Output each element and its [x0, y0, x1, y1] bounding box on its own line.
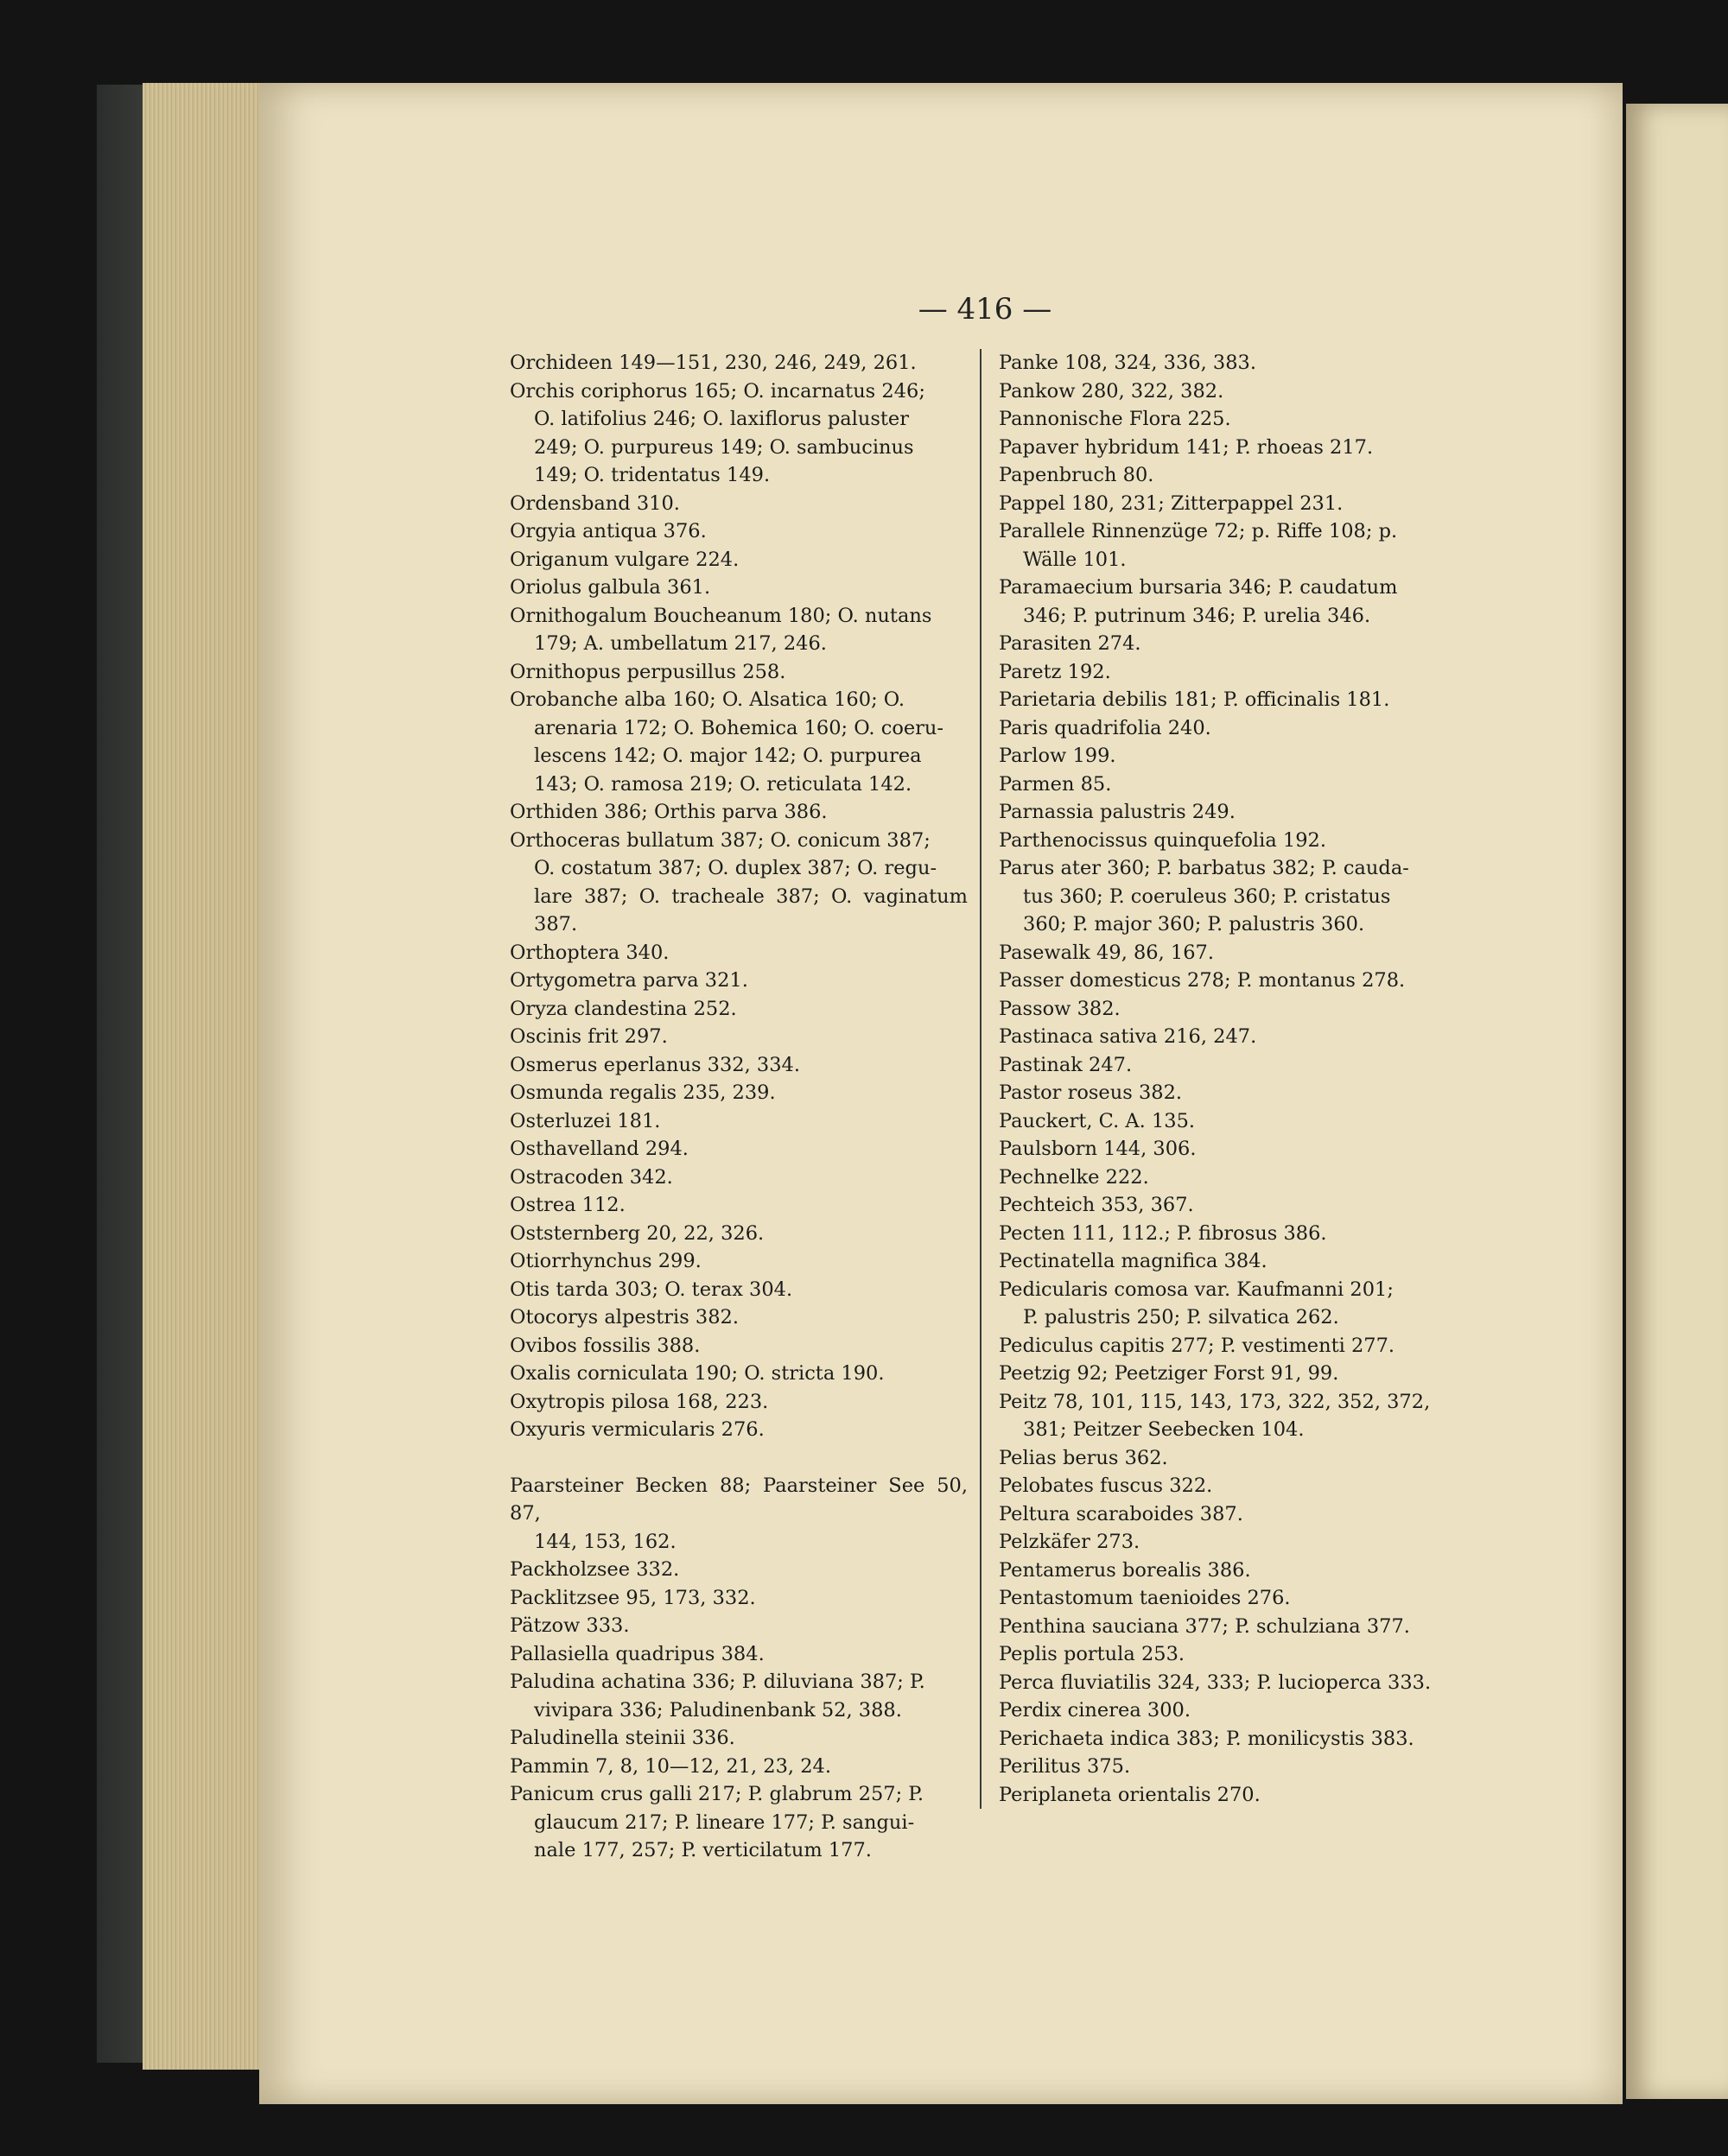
- index-entry: Periplaneta orientalis 270.: [999, 1783, 1261, 1806]
- index-entry: Pectinatella magnifica 384.: [999, 1250, 1267, 1272]
- index-entry: Parnassia palustris 249.: [999, 801, 1236, 823]
- index-entry: Papenbruch 80.: [999, 464, 1154, 486]
- index-column-left: [510, 349, 968, 1865]
- index-entry-continuation: vivipara 336; Paludinenbank 52, 388.: [534, 1698, 902, 1722]
- index-entry: Oxytropis pilosa 168, 223.: [510, 1390, 769, 1413]
- index-entry-continuation: 179; A. umbellatum 217, 246.: [534, 632, 827, 655]
- index-entry-continuation: arenaria 172; O. Bohemica 160; O. coeru-: [534, 716, 944, 739]
- index-column-right: [999, 349, 1457, 1809]
- index-entry: Ostrea 112.: [510, 1194, 626, 1216]
- index-entry-continuation: 381; Peitzer Seebecken 104.: [1023, 1418, 1305, 1441]
- index-entry: Pammin 7, 8, 10—12, 21, 23, 24.: [510, 1754, 832, 1778]
- index-entry: Pastor roseus 382.: [999, 1081, 1183, 1104]
- index-entry: Parietaria debilis 181; P. officinalis 181.: [999, 688, 1390, 711]
- index-entry: Pankow 280, 322, 382.: [999, 379, 1224, 403]
- index-entry: Oscinis frit 297.: [510, 1025, 668, 1048]
- index-entry: Passer domesticus 278; P. montanus 278.: [999, 969, 1406, 992]
- index-entry: Pelias berus 362.: [999, 1446, 1168, 1469]
- page-edges: [143, 83, 270, 2070]
- index-entry: Pannonische Flora 225.: [999, 408, 1231, 430]
- index-entry-continuation: nale 177, 257; P. verticilatum 177.: [534, 1839, 872, 1861]
- section-gap: [510, 1444, 968, 1472]
- index-entry: Orthiden 386; Orthis parva 386.: [510, 801, 828, 823]
- index-entry: Oststernberg 20, 22, 326.: [510, 1221, 765, 1245]
- index-entry: Ostracoden 342.: [510, 1165, 673, 1189]
- index-entry: Paretz 192.: [999, 660, 1111, 683]
- index-entry: Pastinaca sativa 216, 247.: [999, 1025, 1257, 1048]
- index-entry: Oxalis corniculata 190; O. stricta 190.: [510, 1362, 885, 1385]
- index-entry: Peplis portula 253.: [999, 1643, 1185, 1665]
- index-entry: Pasewalk 49, 86, 167.: [999, 941, 1215, 964]
- index-entry: Otiorrhynchus 299.: [510, 1250, 702, 1272]
- index-entry: Peltura scaraboides 387.: [999, 1502, 1243, 1525]
- index-entry: Penthina sauciana 377; P. schulziana 377.: [999, 1614, 1410, 1638]
- index-entry: Parlow 199.: [999, 745, 1116, 767]
- index-entry: Pentamerus borealis 386.: [999, 1558, 1251, 1582]
- index-entry-continuation: 144, 153, 162.: [534, 1530, 677, 1553]
- index-entry: Orobanche alba 160; O. Alsatica 160; O.: [510, 688, 905, 711]
- index-entry: Parasiten 274.: [999, 632, 1141, 655]
- index-entry-continuation: P. palustris 250; P. silvatica 262.: [1023, 1306, 1339, 1328]
- index-entry: Pätzow 333.: [510, 1614, 630, 1637]
- index-entry: Parus ater 360; P. barbatus 382; P. cauda-: [999, 857, 1409, 879]
- index-entry: Pauckert, C. A. 135.: [999, 1109, 1196, 1132]
- index-entry: Panicum crus galli 217; P. glabrum 257; P.: [510, 1783, 924, 1805]
- index-entry: Papaver hybridum 141; P. rhoeas 217.: [999, 435, 1374, 459]
- index-entry: Oryza clandestina 252.: [510, 997, 737, 1020]
- index-entry: Orchideen 149—151, 230, 246, 249, 261.: [510, 352, 917, 374]
- index-entry: Perichaeta indica 383; P. monilicystis 383.: [999, 1727, 1414, 1750]
- facing-page-edge: [1626, 104, 1728, 2099]
- index-entry: Ordensband 310.: [510, 491, 680, 515]
- index-entry: Passow 382.: [999, 997, 1121, 1020]
- index-entry: Paludinella steinii 336.: [510, 1727, 735, 1749]
- index-entry: Pediculus capitis 277; P. vestimenti 277.: [999, 1334, 1395, 1357]
- index-entry-continuation: 143; O. ramosa 219; O. reticulata 142.: [534, 772, 912, 796]
- index-entry: Osmerus eperlanus 332, 334.: [510, 1053, 801, 1076]
- index-entry-continuation: lare 387; O. tracheale 387; O. vaginatum 387.: [534, 885, 968, 935]
- index-entry: Otis tarda 303; O. terax 304.: [510, 1278, 793, 1301]
- index-entry-continuation: tus 360; P. coeruleus 360; P. cristatus: [1023, 885, 1391, 908]
- index-entry: Pentastomum taenioides 276.: [999, 1587, 1291, 1609]
- index-entry-continuation: O. costatum 387; O. duplex 387; O. regu-: [534, 857, 937, 879]
- index-entry: Osterluzei 181.: [510, 1109, 661, 1132]
- index-entry: Orchis coriphorus 165; O. incarnatus 246;: [510, 379, 925, 403]
- index-entry: Oxyuris vermicularis 276.: [510, 1418, 765, 1441]
- index-entry: Perilitus 375.: [999, 1755, 1131, 1778]
- index-entry: Pedicularis comosa var. Kaufmanni 201;: [999, 1278, 1394, 1301]
- index-entry: Paludina achatina 336; P. diluviana 387; P.: [510, 1671, 925, 1693]
- index-entry-continuation: 249; O. purpureus 149; O. sambucinus: [534, 435, 914, 459]
- index-entry: Osthavelland 294.: [510, 1138, 689, 1160]
- index-entry: Peetzig 92; Peetziger Forst 91, 99.: [999, 1362, 1339, 1385]
- index-entry: Ortygometra parva 321.: [510, 969, 748, 992]
- index-entry: Origanum vulgare 224.: [510, 548, 740, 571]
- index-entry: Ornithopus perpusillus 258.: [510, 660, 786, 683]
- page-number: — 416 —: [918, 292, 1052, 327]
- index-entry: Oriolus galbula 361.: [510, 576, 711, 599]
- index-entry: Pecten 111, 112.; P. fibrosus 386.: [999, 1221, 1327, 1245]
- index-entry: Peitz 78, 101, 115, 143, 173, 322, 352, 372,: [999, 1390, 1431, 1413]
- index-entry-continuation: 149; O. tridentatus 149.: [534, 464, 771, 486]
- index-entry: Ovibos fossilis 388.: [510, 1334, 701, 1357]
- index-entry: Paulsborn 144, 306.: [999, 1138, 1197, 1160]
- index-entry: Orthoptera 340.: [510, 941, 670, 964]
- index-entry: Pallasiella quadripus 384.: [510, 1642, 765, 1665]
- index-entry: Osmunda regalis 235, 239.: [510, 1081, 776, 1104]
- index-entry: Packlitzsee 95, 173, 332.: [510, 1586, 756, 1609]
- index-entry: Pechteich 353, 367.: [999, 1194, 1194, 1216]
- index-entry: Parthenocissus quinquefolia 192.: [999, 828, 1326, 852]
- index-entry: Paramaecium bursaria 346; P. caudatum: [999, 576, 1398, 599]
- index-entry: Perca fluviatilis 324, 333; P. lucioperca 333.: [999, 1671, 1432, 1694]
- index-entry: Paris quadrifolia 240.: [999, 716, 1211, 739]
- index-entry: Pelzkäfer 273.: [999, 1531, 1140, 1553]
- index-entry: Parmen 85.: [999, 772, 1112, 796]
- index-entry: Pelobates fuscus 322.: [999, 1474, 1213, 1497]
- index-entry-continuation: 360; P. major 360; P. palustris 360.: [1023, 913, 1365, 935]
- index-entry: Pappel 180, 231; Zitterpappel 231.: [999, 491, 1344, 515]
- index-entry: Packholzsee 332.: [510, 1558, 680, 1581]
- column-divider: [980, 349, 982, 1809]
- index-entry: Pechnelke 222.: [999, 1165, 1149, 1189]
- index-entry-continuation: 346; P. putrinum 346; P. urelia 346.: [1023, 604, 1371, 627]
- index-entry: Parallele Rinnenzüge 72; p. Riffe 108; p.: [999, 520, 1398, 542]
- index-entry-continuation: glaucum 217; P. lineare 177; P. sangui-: [534, 1810, 915, 1834]
- index-entry: Panke 108, 324, 336, 383.: [999, 352, 1256, 374]
- index-entry: Pastinak 247.: [999, 1053, 1133, 1076]
- index-entry: Orgyia antiqua 376.: [510, 520, 707, 542]
- index-entry: Ornithogalum Boucheanum 180; O. nutans: [510, 604, 932, 627]
- index-entry-continuation: Wälle 101.: [1023, 548, 1127, 571]
- index-entry: Paarsteiner Becken 88; Paarsteiner See 50, 87,: [510, 1474, 968, 1525]
- index-entry: Orthoceras bullatum 387; O. conicum 387;: [510, 828, 931, 852]
- index-entry-continuation: lescens 142; O. major 142; O. purpurea: [534, 745, 922, 767]
- index-entry-continuation: O. latifolius 246; O. laxiflorus paluster: [534, 408, 910, 430]
- index-entry: Otocorys alpestris 382.: [510, 1306, 740, 1328]
- index-entry: Perdix cinerea 300.: [999, 1699, 1191, 1722]
